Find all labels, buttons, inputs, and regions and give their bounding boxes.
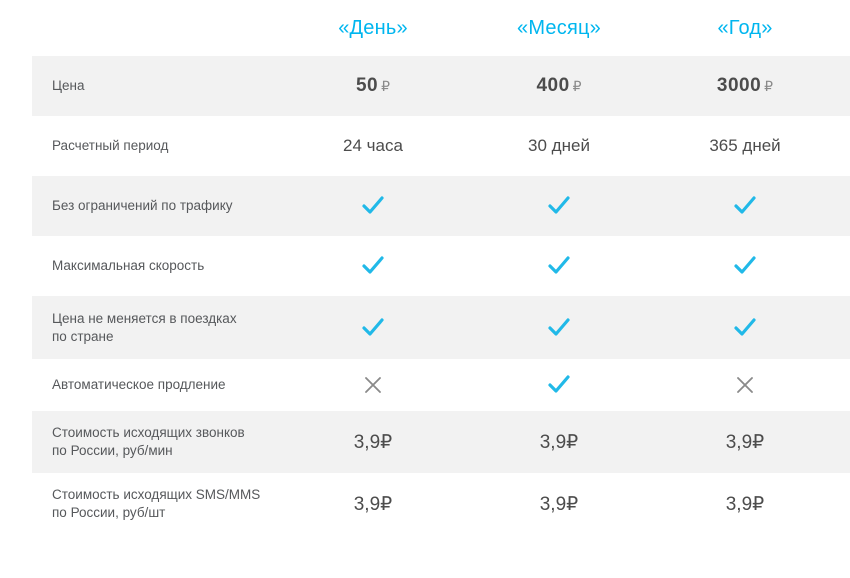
plan-title: «День» (338, 16, 408, 39)
row-value-cell (652, 431, 838, 454)
check-icon (362, 255, 384, 277)
price-value (536, 75, 581, 96)
table-row (32, 411, 850, 473)
period-value: 365 дней (709, 136, 781, 155)
check-icon (548, 195, 570, 217)
period-value: 24 часа (343, 136, 403, 155)
price-amount: 3,9 (539, 431, 567, 453)
cross-icon (363, 375, 383, 395)
table-row (32, 176, 850, 236)
row-value-cell (280, 375, 466, 395)
price-value (540, 432, 579, 453)
price-value (356, 75, 390, 96)
currency-symbol: ₽ (380, 431, 393, 453)
table-row (32, 56, 850, 116)
plan-title: «Год» (717, 16, 773, 39)
row-label-cell (32, 486, 280, 522)
table-row (32, 473, 850, 535)
row-label: Цена (52, 78, 85, 93)
row-label-cell (32, 424, 280, 460)
row-value-cell (652, 493, 838, 516)
currency-symbol: ₽ (572, 78, 582, 94)
price-value (354, 494, 393, 515)
price-amount: 3,9 (353, 431, 381, 453)
row-label (52, 487, 270, 522)
price-value (540, 494, 579, 515)
row-value-cell (280, 75, 466, 97)
row-label-line1: Стоимость исходящих SMS/MMS (52, 487, 261, 502)
table-row (32, 116, 850, 176)
plan-column-header-year (652, 17, 838, 40)
row-label (52, 425, 270, 460)
row-value-cell (652, 317, 838, 339)
row-label-cell (32, 310, 280, 346)
price-value (354, 432, 393, 453)
currency-symbol: ₽ (752, 431, 765, 453)
currency-symbol: ₽ (566, 431, 579, 453)
row-value-cell (280, 317, 466, 339)
table-body (0, 56, 850, 535)
row-label-line1: Стоимость исходящих звонков (52, 425, 245, 440)
row-value-cell (280, 195, 466, 217)
price-value (726, 432, 765, 453)
row-value-cell (466, 255, 652, 277)
table-row (32, 359, 850, 411)
price-amount: 3,9 (353, 493, 381, 515)
row-label: Автоматическое продление (52, 377, 226, 392)
table-row (32, 296, 850, 359)
price-amount: 3,9 (725, 493, 753, 515)
row-label-line2: по России, руб/мин (52, 443, 173, 458)
plan-title: «Месяц» (517, 16, 601, 39)
row-value-cell (280, 136, 466, 156)
price-value (726, 494, 765, 515)
row-value-cell (280, 493, 466, 516)
currency-symbol: ₽ (380, 493, 393, 515)
row-label-cell (32, 77, 280, 95)
check-icon (548, 317, 570, 339)
price-amount: 3000 (716, 75, 762, 96)
currency-symbol: ₽ (764, 78, 774, 94)
price-amount: 3,9 (539, 493, 567, 515)
row-value-cell (466, 195, 652, 217)
row-label: Расчетный период (52, 138, 169, 153)
row-label: Без ограничений по трафику (52, 198, 233, 213)
row-value-cell (652, 195, 838, 217)
row-value-cell (466, 317, 652, 339)
price-amount: 50 (355, 75, 379, 96)
row-value-cell (652, 375, 838, 395)
row-label-line2: по России, руб/шт (52, 505, 166, 520)
row-label-cell (32, 257, 280, 275)
price-value (717, 75, 773, 96)
cross-icon (735, 375, 755, 395)
currency-symbol: ₽ (381, 78, 391, 94)
check-icon (362, 317, 384, 339)
row-value-cell (280, 255, 466, 277)
check-icon (734, 255, 756, 277)
table-row (32, 236, 850, 296)
row-label-line2: по стране (52, 328, 114, 344)
row-value-cell (652, 75, 838, 97)
check-icon (362, 195, 384, 217)
price-amount: 400 (536, 75, 570, 96)
row-label-cell (32, 197, 280, 215)
row-label (52, 311, 270, 346)
row-value-cell (466, 493, 652, 516)
row-label-line1: Цена не меняется в поездках (52, 310, 237, 326)
row-label: Максимальная скорость (52, 258, 205, 273)
currency-symbol: ₽ (752, 493, 765, 515)
row-value-cell (466, 75, 652, 97)
row-value-cell (466, 431, 652, 454)
row-label-cell (32, 376, 280, 394)
period-value: 30 дней (528, 136, 590, 155)
row-value-cell (466, 136, 652, 156)
table-header-row (0, 0, 850, 56)
check-icon (548, 255, 570, 277)
plan-column-header-month (466, 17, 652, 40)
check-icon (734, 195, 756, 217)
row-value-cell (652, 255, 838, 277)
plan-column-header-day (280, 17, 466, 40)
check-icon (548, 374, 570, 396)
row-value-cell (466, 374, 652, 396)
check-icon (734, 317, 756, 339)
row-value-cell (280, 431, 466, 454)
price-amount: 3,9 (725, 431, 753, 453)
row-label-cell (32, 137, 280, 155)
currency-symbol: ₽ (566, 493, 579, 515)
row-value-cell (652, 136, 838, 156)
